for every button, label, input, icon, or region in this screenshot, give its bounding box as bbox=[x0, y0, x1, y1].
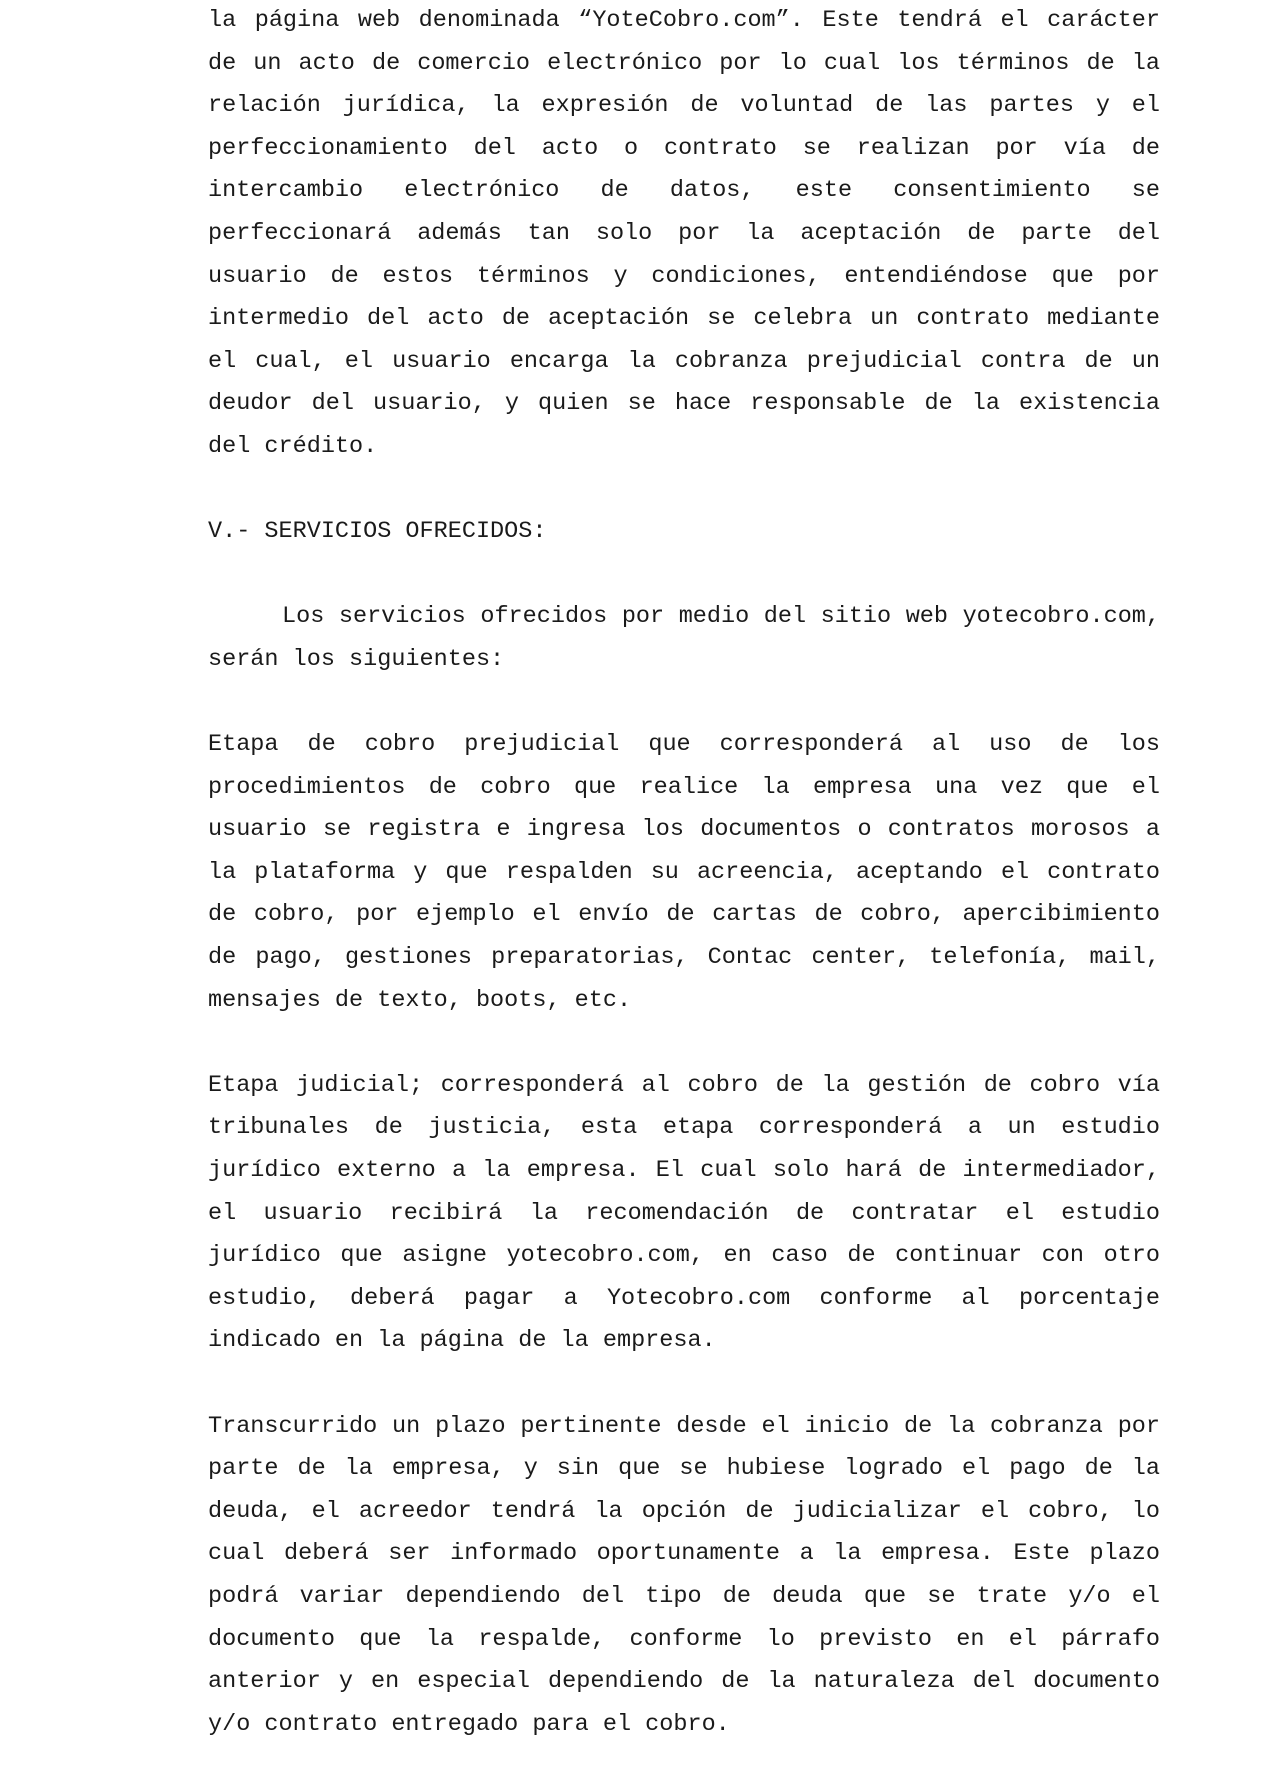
spacer bbox=[208, 1363, 1160, 1406]
spacer bbox=[208, 682, 1160, 725]
spacer bbox=[208, 469, 1160, 512]
section-heading: V.- SERVICIOS OFRECIDOS: bbox=[208, 518, 547, 546]
paragraph-services-intro: Los servicios ofrecidos por medio del sitio web yotecobro.com, serán los siguientes: bbox=[208, 603, 1160, 673]
spacer bbox=[208, 1022, 1160, 1065]
paragraph-judicial: Etapa judicial; corresponderá al cobro de la gestión de cobro vía tribunales de justicia, esta etapa corresponderá a un estudio jurídico externo a la empresa. El cual solo hará de intermediador, el usuario recibirá la recomendación de contratar el estudio jurídico que asigne yotecobro.com, en caso de continuar con otro estudio, deberá pagar a Yotecobro.com conforme al porcentaje indicado en la página de la empresa. bbox=[208, 1071, 1160, 1355]
document-page bbox=[208, 0, 1160, 1746]
spacer bbox=[208, 554, 1160, 597]
paragraph-plazo: Transcurrido un plazo pertinente desde el inicio de la cobranza por parte de la empresa, y sin que se hubiese logrado el pago de la deuda, el acreedor tendrá la opción de judicializar el cobro, lo cual deberá ser informado oportunamente a la empresa. Este plazo podrá variar dependiendo del tipo de deuda que se trate y/o el documento que la respalde, conforme lo previsto en el párrafo anterior y en especial dependiendo de la naturaleza del documento y/o contrato entregado para el cobro. bbox=[208, 1412, 1160, 1738]
paragraph-intro: la página web denominada “YoteCobro.com”. Este tendrá el carácter de un acto de comercio electrónico por lo cual los términos de la relación jurídica, la expresión de voluntad de las partes y el perfeccionamiento del acto o contrato se realizan por vía de intercambio electrónico de datos, este consentimiento se perfeccionará además tan solo por la aceptación de parte del usuario de estos términos y condiciones, entendiéndose que por intermedio del acto de aceptación se celebra un contrato mediante el cual, el usuario encarga la cobranza prejudicial contra de un deudor del usuario, y quien se hace responsable de la existencia del crédito. bbox=[208, 7, 1160, 460]
paragraph-prejudicial: Etapa de cobro prejudicial que corresponderá al uso de los procedimientos de cobro que realice la empresa una vez que el usuario se registra e ingresa los documentos o contratos morosos a la plataforma y que respalden su acreencia, aceptando el contrato de cobro, por ejemplo el envío de cartas de cobro, apercibimiento de pago, gestiones preparatorias, Contac center, telefonía, mail, mensajes de texto, boots, etc. bbox=[208, 731, 1160, 1014]
